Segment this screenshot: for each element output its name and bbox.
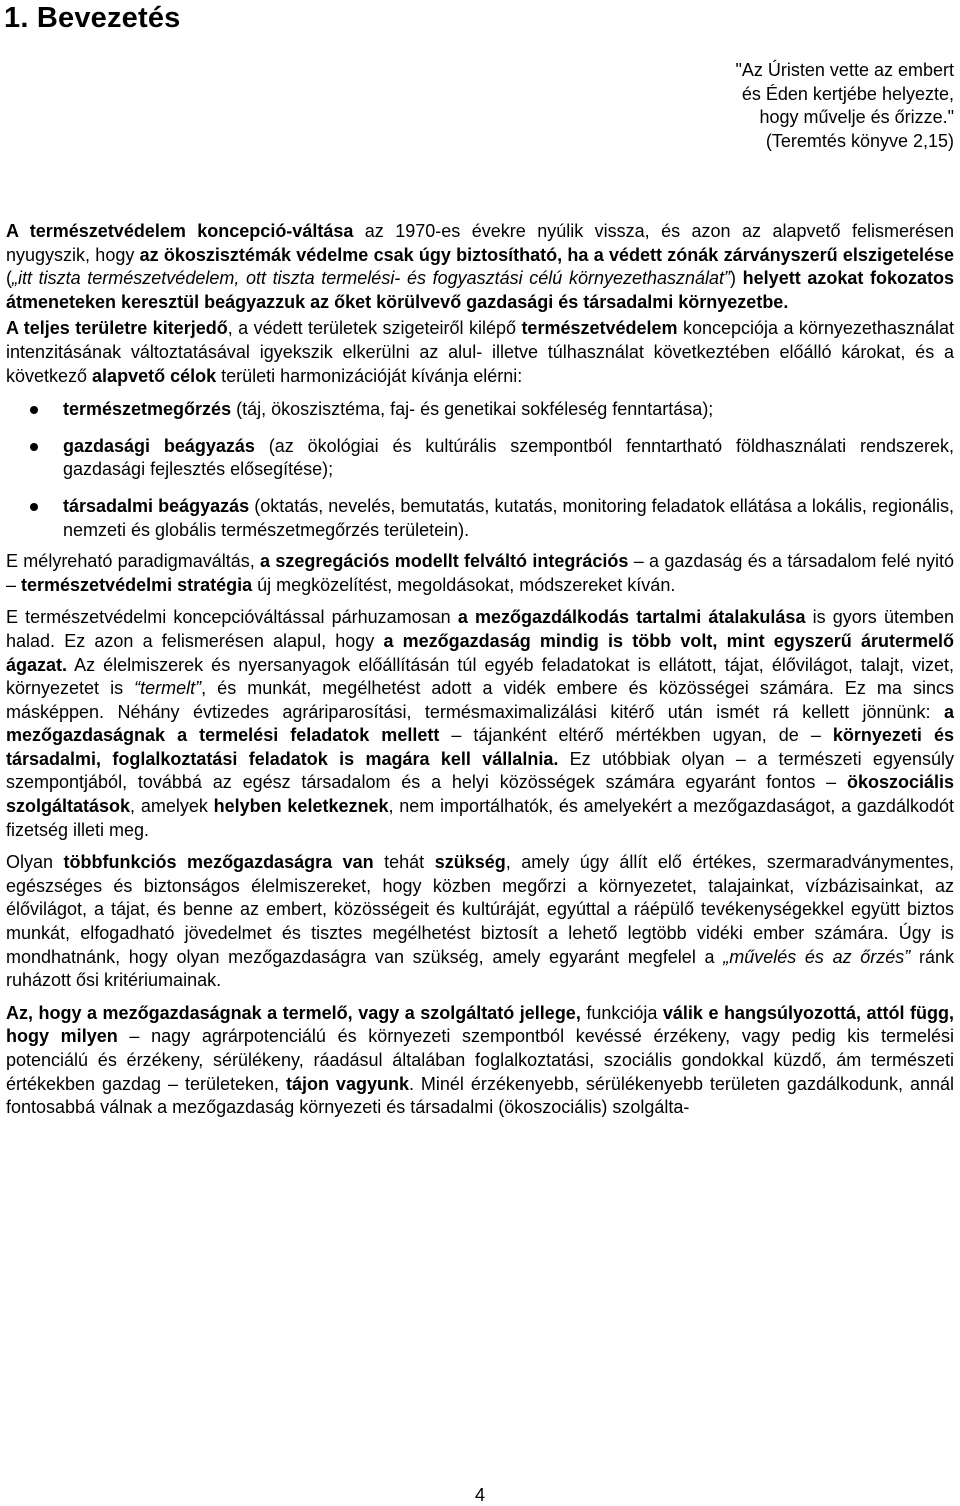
goal-list	[6, 398, 954, 542]
motto-line: "Az Úristen vette az embert	[735, 60, 954, 80]
bold-text: Az, hogy a mezőgazdaságnak a termelő, vagy a szolgáltató jellege,	[6, 1002, 581, 1023]
bold-text: A teljes területre kiterjedő	[6, 318, 228, 339]
bullet-icon	[30, 503, 38, 511]
bold-text: helyben keletkeznek	[213, 796, 389, 817]
bold-text: a szegregációs modellt felváltó integrációs	[260, 551, 629, 572]
motto-line: hogy művelje és őrizze."	[759, 107, 954, 127]
italic-quote: „itt tiszta természetvédelem, ott tiszta termelési- és fogyasztási célú környezethasználat”	[12, 268, 731, 289]
list-item	[6, 398, 954, 422]
text: ránk ruházott ősi kritériumainak.	[6, 946, 954, 991]
text: – tájanként eltérő mértékben ugyan, de –	[439, 725, 833, 746]
text: , és munkát, megélhetést adott a vidék embere és közösségei számára. Ez ma sincs másképpen. Néhány évtizedes agráriparosítási, termésmaximalizálási kitérő után ismét rá kellett jönnünk:	[6, 678, 954, 722]
text: is gyors ütemben halad. Ez azon a felismerésen alapul, hogy	[6, 607, 954, 651]
bold-text: természetmegőrzés	[63, 399, 232, 420]
paragraph-concept-change	[6, 220, 954, 314]
bold-text: természetvédelem	[521, 318, 678, 339]
text: új megközelítést, megoldásokat, módszereket kíván.	[252, 574, 676, 595]
bold-text: a mezőgazdaság mindig is több volt, mint egyszerű árutermelő ágazat.	[6, 630, 955, 675]
text: – a gazdaság és a társadalom felé nyitó –	[6, 551, 955, 595]
text: (táj, ökoszisztéma, faj- és genetikai sokféleség fenntartása);	[231, 399, 714, 420]
italic-quote: „művelés és az őrzés”	[723, 946, 911, 967]
bold-text: társadalmi beágyazás	[63, 495, 250, 516]
text: , a védett területek szigeteiről kilépő	[227, 318, 522, 339]
list-item	[6, 495, 954, 542]
text: az 1970-es évekre nyúlik vissza, és azon az alapvető felismerésen nyugyszik, hogy	[6, 221, 954, 265]
italic-quote: “termelt”	[134, 678, 202, 699]
text: – nagy agrárpotenciálú és környezeti szempontból kevéssé érzékeny, vagy pedig kis termelési potenciálú és érzékeny, sérülékeny, ráadásul általában foglalkoztatási, szociális gondokkal küzdő, ám természeti értékekben gazdag – területeken,	[6, 1026, 955, 1094]
text: (oktatás, nevelés, bemutatás, kutatás, monitoring feladatok ellátása a lokális, regionális, nemzeti és globális természetmegőrzés területein).	[63, 495, 954, 540]
text: funkciója	[580, 1002, 663, 1023]
motto-source: (Teremtés könyve 2,15)	[765, 130, 954, 151]
paragraph-agriculture-transformation	[6, 606, 954, 842]
paragraph-full-area	[6, 317, 954, 388]
text: Az élelmiszerek és nyersanyagok előállításán túl egyéb feladatokat is ellátott, tájat, élővilágot, talajt, vizet, környezetet is	[6, 654, 954, 699]
bullet-icon	[30, 406, 38, 414]
text: Ez utóbbiak olyan – a természeti egyensúly szempontjából, továbbá az egész társadalom és a helyi közösségek számára egyaránt fontos –	[6, 748, 954, 793]
text: (az ökológiai és kultúrális szempontból fenntartható földhasználati rendszerek, gazdasági fejlesztés elősegítése);	[63, 435, 954, 480]
text: )	[730, 268, 743, 289]
bold-text: A természetvédelem koncepció-váltása	[6, 221, 354, 241]
text: E természetvédelmi koncepcióváltással párhuzamosan	[6, 607, 458, 628]
bold-text: gazdasági beágyazás	[63, 435, 255, 456]
text: területi harmonizációját kívánja elérni:	[216, 365, 523, 386]
bold-text: helyett azokat fokozatos átmeneteken keresztül beágyazzuk az őket körülvevő gazdasági és társadalmi környezetbe.	[6, 268, 954, 312]
text: . Minél érzékenyebb, sérülékenyebb területen gazdálkodunk, annál fontosabbá válnak a mezőgazdaság környezeti és társadalmi (ökoszociális) szolgálta-	[6, 1073, 954, 1118]
text: , nem importálhatók, és amelyekért a mezőgazdaságot, a gazdálkodót fizetség illeti meg.	[6, 796, 954, 840]
bold-text: szükség	[434, 852, 506, 873]
bold-text: természetvédelmi stratégia	[21, 574, 253, 595]
paragraph-paradigm-shift	[6, 550, 954, 597]
bold-text: tájon vagyunk	[285, 1073, 409, 1094]
motto-quote	[534, 59, 954, 153]
bold-text: a mezőgazdálkodás tartalmi átalakulása	[457, 607, 806, 628]
page-number: 4	[474, 1485, 485, 1505]
text: tehát	[373, 852, 435, 873]
paragraph-multifunctional-agriculture	[6, 851, 954, 993]
text: E mélyreható paradigmaváltás,	[6, 551, 261, 572]
bold-text: többfunkciós mezőgazdaságra van	[63, 852, 374, 873]
motto-line: és Éden kertjébe helyezte,	[741, 83, 954, 104]
section-heading: 1. Bevezetés	[4, 2, 181, 34]
text: koncepciója a környezethasználat intenzitásának változtatásával igyekszik elkerülni az alul- illetve túlhasználat következtében előálló károkat, és a következő	[6, 318, 954, 386]
text: , amely úgy állít elő értékes, szermaradványmentes, egészséges és biztonságos élelmiszereket, hogy közben megőrzi a környezetet, talajainkat, vízbázisainkat, az élővilágot, a tájat, és benne az embert, közösségeit és kultúráját, egyúttal a ráépülő tevékenységekkel együtt biztos munkát, elfogadható jövedelmet és tisztes megélhetést biztosít a lehető legtöbb vidéki ember számára. Úgy is mondhatnánk, hogy olyan mezőgazdaságra van szükség, amely egyaránt megfelel a	[6, 852, 954, 967]
body-text	[6, 220, 954, 1129]
list-item	[6, 435, 954, 482]
paragraph-production-or-service	[6, 1002, 954, 1120]
bullet-icon	[30, 443, 38, 451]
bold-text: válik e hangsúlyozottá, attól függ, hogy milyen	[6, 1002, 954, 1047]
text: Olyan	[6, 852, 64, 873]
text: , amelyek	[130, 796, 214, 817]
bold-text: környezeti és társadalmi, foglalkoztatási feladatok is magára kell vállalnia.	[6, 725, 954, 769]
bold-text: ökoszociális szolgáltatások	[6, 772, 954, 817]
bold-text: az ökoszisztémák védelme csak úgy biztosítható, ha a védett zónák zárványszerű elszigetelése	[139, 244, 954, 265]
bold-text: a mezőgazdaságnak a termelési feladatok mellett	[6, 701, 954, 746]
text: (	[6, 268, 12, 289]
bold-text: alapvető célok	[92, 365, 217, 386]
